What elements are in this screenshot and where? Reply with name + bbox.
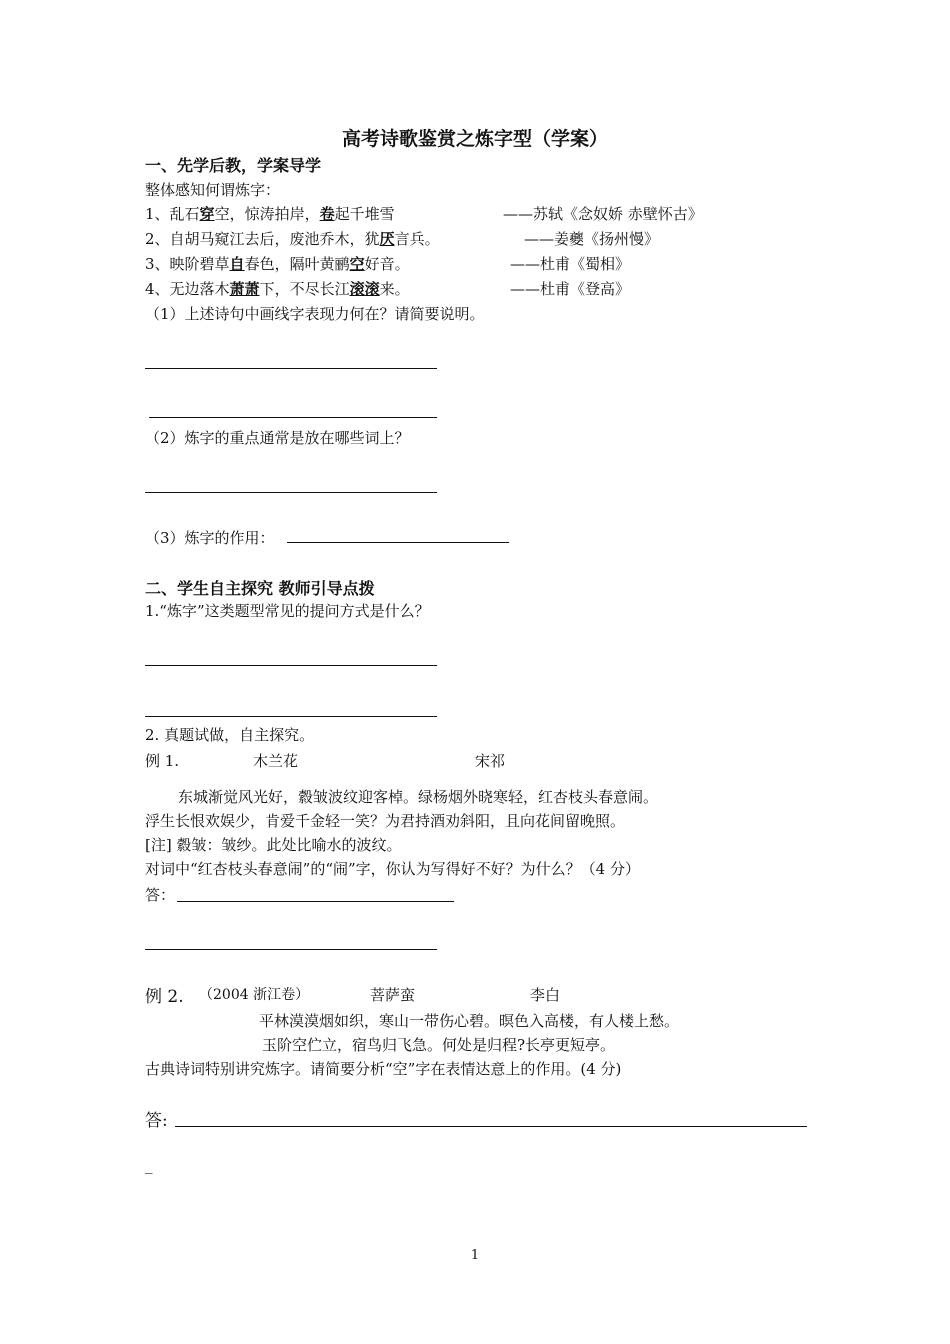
poem-source-1: ——苏轼《念奴娇 赤壁怀古》	[503, 205, 703, 223]
text: 2、自胡马窥江去后，废池乔木，犹	[145, 230, 380, 248]
example1-answer-label: 答：	[145, 886, 176, 904]
section1-intro: 整体感知何谓炼字：	[145, 181, 281, 199]
answer-line[interactable]	[175, 1126, 807, 1127]
answer-line[interactable]	[287, 542, 509, 543]
text: 言兵。	[394, 230, 440, 248]
example1-label: 例 1.	[145, 752, 180, 770]
example2-question: 古典诗词特别讲究炼字。请简要分析“空”字在表情达意上的作用。(4 分)	[145, 1060, 622, 1078]
answer-line[interactable]	[145, 716, 437, 717]
answer-line[interactable]	[149, 417, 437, 418]
example2-answer-label: 答:	[145, 1111, 168, 1131]
example1-poem-line-1: 东城渐觉风光好，縠皱波纹迎客棹。绿杨烟外晓寒轻，红杏枝头春意闹。	[178, 788, 659, 806]
example1-note: [注] 縠皱：皱纱。此处比喻水的波纹。	[145, 836, 402, 854]
text: 3、映阶碧草	[145, 255, 230, 273]
question-1-3: （3）炼字的作用：	[145, 529, 275, 547]
text: 下，不尽长江	[259, 280, 350, 298]
question-2-1: 1.“炼字”这类题型常见的提问方式是什么？	[145, 602, 430, 620]
page-title: 高考诗歌鉴赏之炼字型（学案）	[341, 128, 608, 150]
text: 来。	[379, 280, 410, 298]
example2-author: 李白	[530, 986, 561, 1004]
text: 春色，隔叶黄鹂	[244, 255, 350, 273]
example2-label: 例 2.	[145, 987, 184, 1007]
example2-poem-line-2: 玉阶空伫立，宿鸟归飞急。何处是归程?长亭更短亭。	[262, 1036, 616, 1054]
underlined-char: 滚滚	[349, 280, 380, 298]
answer-line[interactable]	[145, 368, 437, 369]
question-1-2: （2）炼字的重点通常是放在哪些词上？	[145, 429, 410, 447]
poem-line-2	[145, 228, 440, 249]
poem-line-4	[145, 278, 410, 299]
underlined-char: 空	[349, 255, 365, 273]
example1-poem-title: 木兰花	[253, 752, 299, 770]
poem-source-3: ——杜甫《蜀相》	[510, 255, 631, 273]
poem-line-3	[145, 253, 410, 274]
text: 好音。	[364, 255, 410, 273]
answer-line[interactable]	[145, 949, 437, 950]
example1-poem-line-2: 浮生长恨欢娱少，肯爱千金轻一笑？为君持酒劝斜阳，且向花间留晚照。	[145, 812, 626, 830]
answer-line[interactable]	[145, 492, 437, 493]
poem-source-2: ——姜夔《扬州慢》	[524, 230, 660, 248]
example2-poem-line-1: 平林漠漠烟如织，寒山一带伤心碧。暝色入高楼，有人楼上愁。	[259, 1012, 680, 1030]
question-2-2: 2. 真题试做，自主探究。	[145, 726, 315, 744]
section1-heading: 一、先学后教，学案导学	[145, 156, 322, 175]
example1-question: 对词中“红杏枝头春意闹”的“闹”字，你认为写得好不好？为什么？（4 分）	[145, 860, 640, 878]
text: 4、无边落木	[145, 280, 230, 298]
poem-source-4: ——杜甫《登高》	[510, 280, 631, 298]
example2-origin: （2004 浙江卷）	[199, 987, 310, 1003]
underlined-char: 厌	[379, 230, 395, 248]
question-1-1: （1）上述诗句中画线字表现力何在？请简要说明。	[145, 305, 485, 323]
underlined-char: 卷	[319, 205, 335, 223]
example2-poem-title: 菩萨蛮	[370, 986, 416, 1004]
page-number: 1	[470, 1248, 480, 1263]
section2-heading: 二、学生自主探究 教师引导点拨	[145, 579, 375, 598]
underlined-char: 萧萧	[229, 280, 260, 298]
underlined-char: 穿	[199, 205, 215, 223]
text: 空，惊涛拍岸，	[214, 205, 320, 223]
text: 起千堆雪	[334, 205, 395, 223]
stray-underscore: _	[145, 1156, 153, 1174]
text: 1、乱石	[145, 205, 200, 223]
answer-line[interactable]	[177, 901, 454, 902]
answer-line[interactable]	[145, 665, 437, 666]
underlined-char: 自	[229, 255, 245, 273]
poem-line-1	[145, 203, 395, 224]
example1-author: 宋祁	[475, 752, 506, 770]
